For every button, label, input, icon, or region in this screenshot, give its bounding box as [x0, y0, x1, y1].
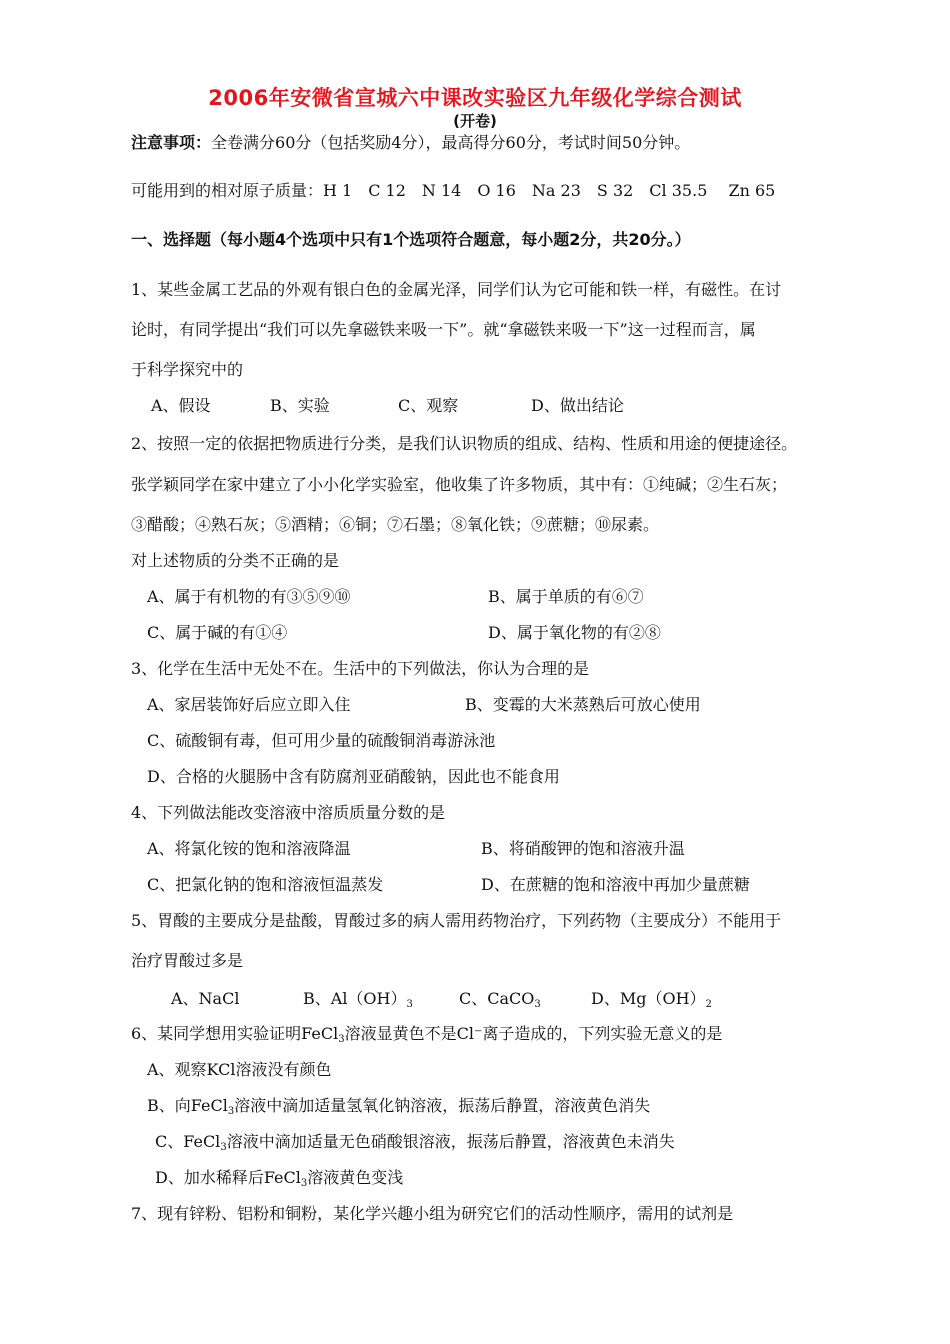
q1-option-a: A、假设	[151, 396, 211, 415]
q2-option-a: A、属于有机物的有③⑤⑨⑩	[147, 587, 351, 606]
q3-option-a: A、家居装饰好后应立即入住	[147, 695, 351, 714]
page-title: 2006年安微省宣城六中课改实验区九年级化学综合测试	[208, 86, 742, 110]
q5-option-a: A、NaCl	[171, 989, 240, 1008]
q6-stem	[131, 1024, 722, 1044]
q1-option-d: D、做出结论	[531, 396, 624, 415]
q5-option-c	[459, 989, 541, 1009]
q2-option-b: B、属于单质的有⑥⑦	[488, 587, 644, 606]
q5-line-2: 治疗胃酸过多是	[131, 951, 244, 970]
q6-option-b-b: 溶液中滴加适量氢氧化钠溶液，振荡后静置，溶液黄色消失	[234, 1096, 651, 1115]
q6-stem-sub: 3	[338, 1034, 345, 1045]
q4-option-d: D、在蔗糖的饱和溶液中再加少量蔗糖	[481, 875, 750, 894]
page-subtitle: (开卷)	[453, 112, 497, 130]
q6-option-c	[155, 1132, 675, 1152]
q5-option-b-text: B、Al（OH）	[303, 989, 407, 1008]
q7-line-1: 7、现有锌粉、铝粉和铜粉，某化学兴趣小组为研究它们的活动性顺序，需用的试剂是	[131, 1204, 734, 1223]
q6-option-c-a: C、FeCl	[155, 1132, 221, 1151]
q3-option-c: C、硫酸铜有毒，但可用少量的硫酸铜消毒游泳池	[147, 731, 496, 750]
q5-option-d-sub: 2	[705, 999, 712, 1010]
q2-line-2: 张学颖同学在家中建立了小小化学实验室，他收集了许多物质，其中有：①纯碱；②生石灰；	[131, 475, 788, 494]
q3-option-b: B、变霉的大米蒸熟后可放心使用	[465, 695, 701, 714]
q6-option-d-sub: 3	[300, 1178, 308, 1189]
q5-option-d-text: D、Mg（OH）	[591, 989, 706, 1008]
q2-option-d: D、属于氧化物的有②⑧	[488, 623, 661, 642]
q2-line-1: 2、按照一定的依据把物质进行分类，是我们认识物质的组成、结构、性质和用途的便捷途径。	[131, 434, 798, 453]
q6-stem-b: 溶液显黄色不是Cl⁻离子造成的，下列实验无意义的是	[344, 1024, 723, 1043]
notice-line	[131, 133, 690, 153]
q6-option-d-b: 溶液黄色变浅	[307, 1168, 404, 1187]
q4-option-c: C、把氯化钠的饱和溶液恒温蒸发	[147, 875, 384, 894]
q6-option-c-sub: 3	[220, 1142, 227, 1153]
q6-option-b-a: B、向FeCl	[147, 1096, 228, 1115]
q1-option-c: C、观察	[398, 396, 459, 415]
q5-line-1: 5、胃酸的主要成分是盐酸，胃酸过多的病人需用药物治疗，下列药物（主要成分）不能用于	[131, 911, 782, 930]
q2-line-4: 对上述物质的分类不正确的是	[131, 551, 340, 570]
q5-option-d	[591, 989, 712, 1009]
section-heading: 一、选择题（每小题4个选项中只有1个选项符合题意，每小题2分，共20分。）	[131, 230, 691, 249]
q1-line-2: 论时，有同学提出“我们可以先拿磁铁来吸一下”。就“拿磁铁来吸一下”这一过程而言，属	[131, 320, 756, 339]
q6-stem-a: 6、某同学想用实验证明FeCl	[131, 1024, 339, 1043]
q5-option-b-sub: 3	[406, 999, 413, 1010]
q3-line-1: 3、化学在生活中无处不在。生活中的下列做法，你认为合理的是	[131, 659, 590, 678]
q1-option-b: B、实验	[270, 396, 330, 415]
q1-line-3: 于科学探究中的	[131, 360, 244, 379]
q5-option-c-text: C、CaCO	[459, 989, 535, 1008]
q5-option-b	[303, 989, 413, 1009]
notice-label: 注意事项：	[131, 133, 212, 152]
q6-option-a: A、观察KCl溶液没有颜色	[147, 1060, 332, 1079]
q3-option-d: D、合格的火腿肠中含有防腐剂亚硝酸钠，因此也不能食用	[147, 767, 560, 786]
q5-option-c-sub: 3	[534, 999, 541, 1010]
q6-option-b-sub: 3	[227, 1106, 235, 1117]
q6-option-d	[155, 1168, 403, 1188]
atomic-masses: 可能用到的相对原子质量：H 1 C 12 N 14 O 16 Na 23 S 32 Cl 35.5 Zn 65	[131, 181, 776, 200]
q6-option-b	[147, 1096, 650, 1116]
q6-option-c-b: 溶液中滴加适量无色硝酸银溶液，振荡后静置，溶液黄色未消失	[226, 1132, 675, 1151]
q6-option-d-a: D、加水稀释后FeCl	[155, 1168, 301, 1187]
q2-option-c: C、属于碱的有①④	[147, 623, 288, 642]
q2-line-3: ③醋酸；④熟石灰；⑤酒精；⑥铜；⑦石墨；⑧氧化铁；⑨蔗糖；⑩尿素。	[131, 515, 660, 534]
q4-option-b: B、将硝酸钾的饱和溶液升温	[481, 839, 685, 858]
q4-option-a: A、将氯化铵的饱和溶液降温	[147, 839, 351, 858]
q1-line-1: 1、某些金属工艺品的外观有银白色的金属光泽，同学们认为它可能和铁一样，有磁性。在讨	[131, 280, 782, 299]
q4-line-1: 4、下列做法能改变溶液中溶质质量分数的是	[131, 803, 446, 822]
notice-text: 全卷满分60分（包括奖励4分），最高得分60分，考试时间50分钟。	[211, 133, 691, 152]
